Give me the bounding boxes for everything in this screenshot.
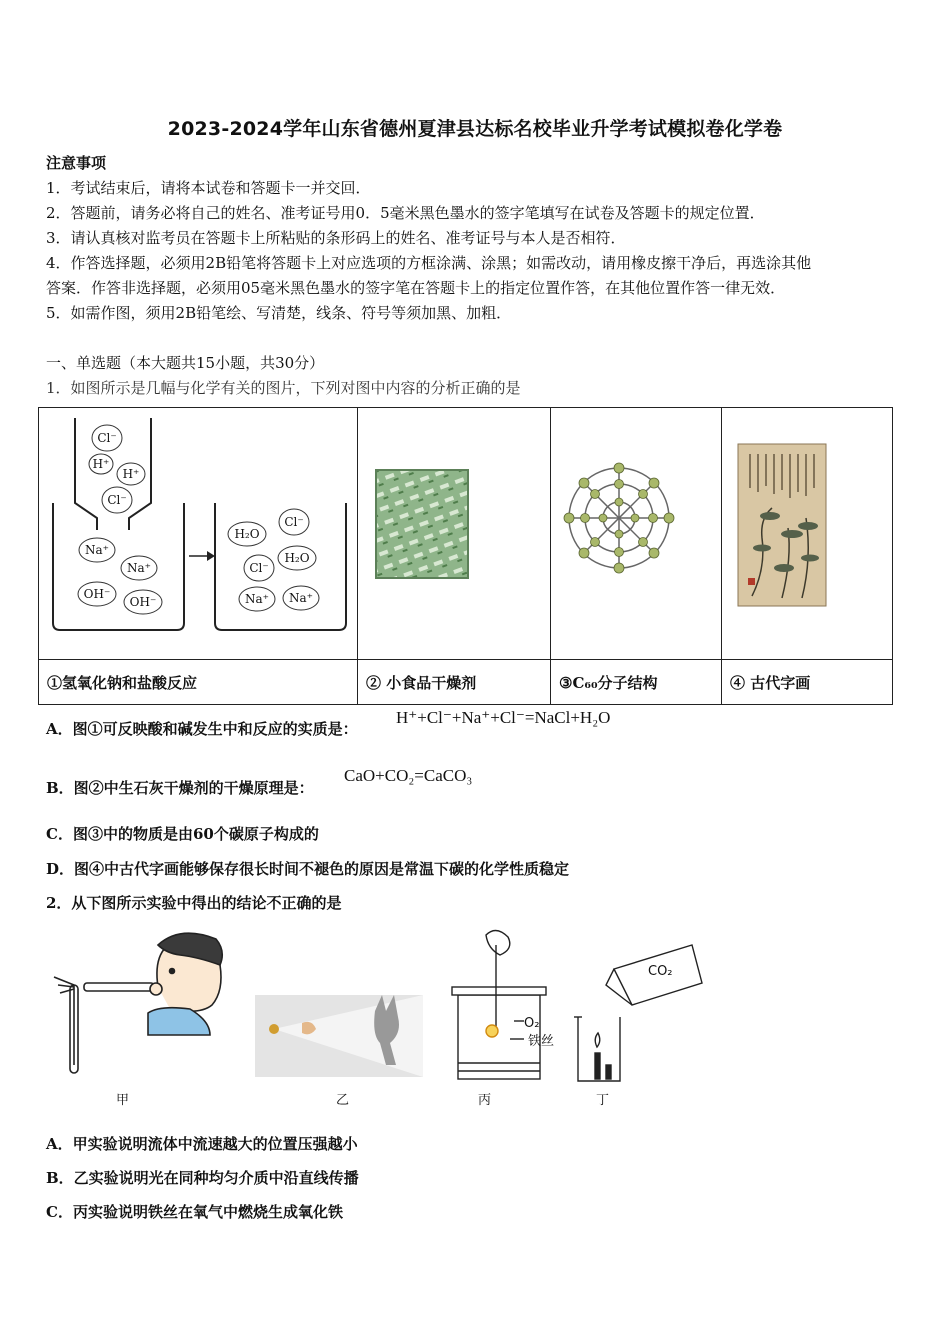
fig-label-yi: 乙 <box>336 1093 350 1108</box>
q2-option-b: B．乙实验说明光在同种均匀介质中沿直线传播 <box>46 1169 359 1187</box>
q1-option-a: A．图①可反映酸和碱发生中和反应的实质是： <box>46 720 358 738</box>
notice-item-1: 1．考试结束后，请将本试卷和答题卡一并交回． <box>46 179 371 197</box>
notice-item-3: 3．请认真核对监考员在答题卡上所粘贴的条形码上的姓名、准考证号与本人是否相符． <box>46 229 626 247</box>
section-heading: 一、单选题（本大题共15小题，共30分） <box>46 354 325 372</box>
fig-yi-shadow <box>255 995 423 1077</box>
fig4-cell <box>722 408 893 660</box>
notice-item-4-cont: 答案．作答非选择题，必须用05毫米黑色墨水的签字笔在答题卡上的指定位置作答，在其他位置作答一律无效． <box>46 279 786 297</box>
ion-cl-3: Cl⁻ <box>284 515 304 529</box>
caption-4: ④ 古代字画 <box>722 660 893 705</box>
fig-label-ding: 丁 <box>596 1093 610 1108</box>
ion-na-2: Na⁺ <box>127 561 151 575</box>
ion-oh-1: OH⁻ <box>83 587 111 601</box>
q1-option-b: B．图②中生石灰干燥剂的干燥原理是： <box>46 779 314 797</box>
notice-heading: 注意事项 <box>46 154 107 172</box>
fig-jia-blowing <box>54 933 222 1073</box>
ancient-painting-image <box>722 408 892 655</box>
q1-stem: 1．如图所示是几幅与化学有关的图片，下列对图中内容的分析正确的是 <box>46 379 521 397</box>
q2-stem: 2．从下图所示实验中得出的结论不正确的是 <box>46 894 342 912</box>
fig-ding-co2 <box>574 945 702 1081</box>
ion-oh-2: OH⁻ <box>129 595 157 609</box>
ion-cl-4: Cl⁻ <box>249 561 269 575</box>
fig2-cell <box>358 408 551 660</box>
fig-label-bing: 丙 <box>478 1093 492 1108</box>
co2-label: CO₂ <box>648 964 673 979</box>
q2-experiment-figures <box>40 925 720 1115</box>
page-title: 2023-2024学年山东省德州夏津县达标名校毕业升学考试模拟卷化学卷 <box>167 118 783 140</box>
notice-item-4: 4．作答选择题，必须用2B铅笔将答题卡上对应选项的方框涂满、涂黑；如需改动，请用橡皮擦干净后，再选涂其他 <box>46 254 812 272</box>
q1-option-d: D．图④中古代字画能够保存很长时间不褪色的原因是常温下碳的化学性质稳定 <box>46 860 570 878</box>
fig-label-jia: 甲 <box>116 1093 130 1108</box>
ion-na-4: Na⁺ <box>289 591 313 605</box>
fig-bing-iron-wire <box>452 930 546 1079</box>
ion-h-1: H⁺ <box>92 457 110 471</box>
mol-h2o-2: H₂O <box>284 551 310 565</box>
ion-na-1: Na⁺ <box>85 543 109 557</box>
fig3-cell <box>551 408 722 660</box>
ion-cl-1: Cl⁻ <box>97 431 117 445</box>
q1-option-a-formula: H⁺+Cl⁻+Na⁺+Cl⁻=NaCl+H₂O <box>396 708 611 727</box>
caption-1: ①氢氧化钠和盐酸反应 <box>39 660 358 705</box>
mol-h2o-1: H₂O <box>234 527 260 541</box>
notice-item-5: 5．如需作图，须用2B铅笔绘、写清楚，线条、符号等须加黑、加粗． <box>46 304 512 322</box>
q1-option-c: C．图③中的物质是由60个碳原子构成的 <box>46 825 319 843</box>
caption-2: ② 小食品干燥剂 <box>358 660 551 705</box>
o2-label: O₂ <box>524 1016 540 1031</box>
desiccant-packet-image <box>358 408 550 655</box>
ion-na-3: Na⁺ <box>245 592 269 606</box>
c60-structure-image <box>551 408 721 655</box>
q1-option-b-formula: CaO+CO₂=CaCO₃ <box>344 766 473 785</box>
ion-cl-2: Cl⁻ <box>107 493 127 507</box>
q2-option-c: C．丙实验说明铁丝在氧气中燃烧生成氧化铁 <box>46 1203 343 1221</box>
q2-option-a: A．甲实验说明流体中流速越大的位置压强越小 <box>46 1135 358 1153</box>
notice-item-2: 2．答题前，请务必将自己的姓名、准考证号用0．5毫米黑色墨水的签字笔填写在试卷及答题卡的规定位置． <box>46 204 765 222</box>
ion-h-2: H⁺ <box>122 467 140 481</box>
caption-3: ③C₆₀分子结构 <box>551 660 722 705</box>
q1-figure-table <box>38 407 893 705</box>
neutralization-diagram <box>39 408 357 655</box>
wire-label: 铁丝 <box>528 1034 555 1049</box>
fig1-cell <box>39 408 358 660</box>
